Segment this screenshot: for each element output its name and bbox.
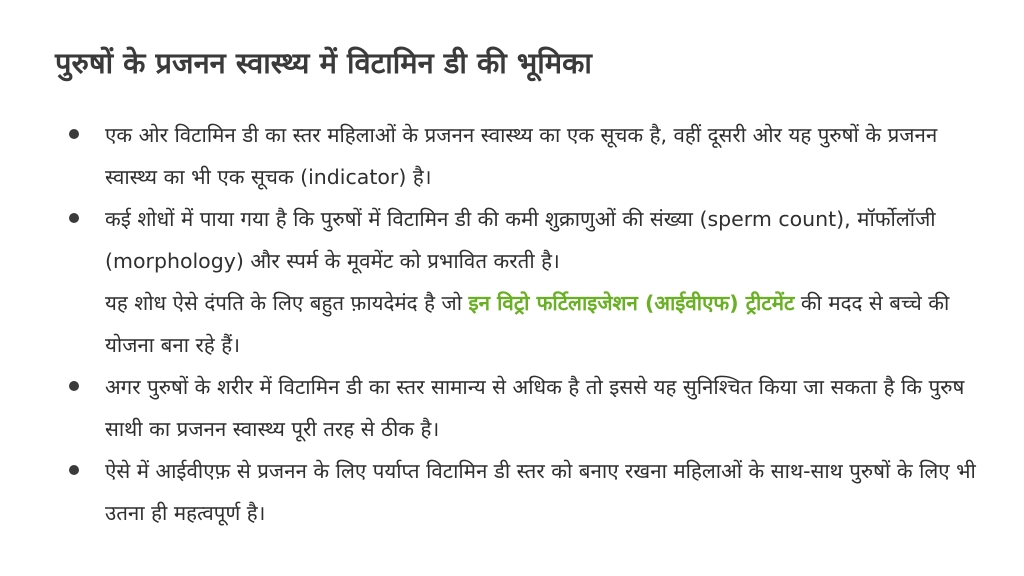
bullet-subparagraph (105, 282, 985, 366)
bullet-item (55, 198, 985, 366)
bullet-dot-icon (69, 213, 79, 223)
bullet-text: एक ओर विटामिन डी का स्तर महिलाओं के प्रजनन स्वास्थ्य का एक सूचक है, वहीं दूसरी ओर यह पुरुषों के प्रजनन स्वास्थ्य का भी एक सूचक (indicator) है। (105, 123, 938, 189)
subparagraph-prefix: यह शोध ऐसे दंपति के लिए बहुत फ़ायदेमंद है जो (105, 291, 469, 315)
bullet-dot-icon (69, 381, 79, 391)
slide-title: पुरुषों के प्रजनन स्वास्थ्य में विटामिन डी की भूमिका (55, 46, 592, 80)
bullet-item (55, 450, 985, 534)
bullet-list (55, 114, 985, 534)
ivf-treatment-link[interactable]: इन विट्रो फर्टिलाइजेशन (आईवीएफ) ट्रीटमेंट (468, 291, 795, 315)
bullet-dot-icon (69, 465, 79, 475)
bullet-dot-icon (69, 129, 79, 139)
bullet-text: ऐसे में आईवीएफ़ से प्रजनन के लिए पर्याप्त विटामिन डी स्तर को बनाए रखना महिलाओं के साथ-साथ पुरुषों के लिए भी उतना ही महत्वपूर्ण है। (105, 459, 976, 525)
bullet-text: कई शोधों में पाया गया है कि पुरुषों में विटामिन डी की कमी शुक्राणुओं की संख्या (sperm count), मॉर्फोलॉजी (morphology) और स्पर्म के मूवमेंट को प्रभावित करती है। (105, 207, 936, 273)
subparagraph-suffix: की मदद से बच्चे की योजना बना रहे हैं। (105, 291, 950, 357)
bullet-text: अगर पुरुषों के शरीर में विटामिन डी का स्तर सामान्य से अधिक है तो इससे यह सुनिश्चित किया जा सकता है कि पुरुष साथी का प्रजनन स्वास्थ्य पूरी तरह से ठीक है। (105, 375, 965, 441)
bullet-item (55, 114, 985, 198)
bullet-item (55, 366, 985, 450)
